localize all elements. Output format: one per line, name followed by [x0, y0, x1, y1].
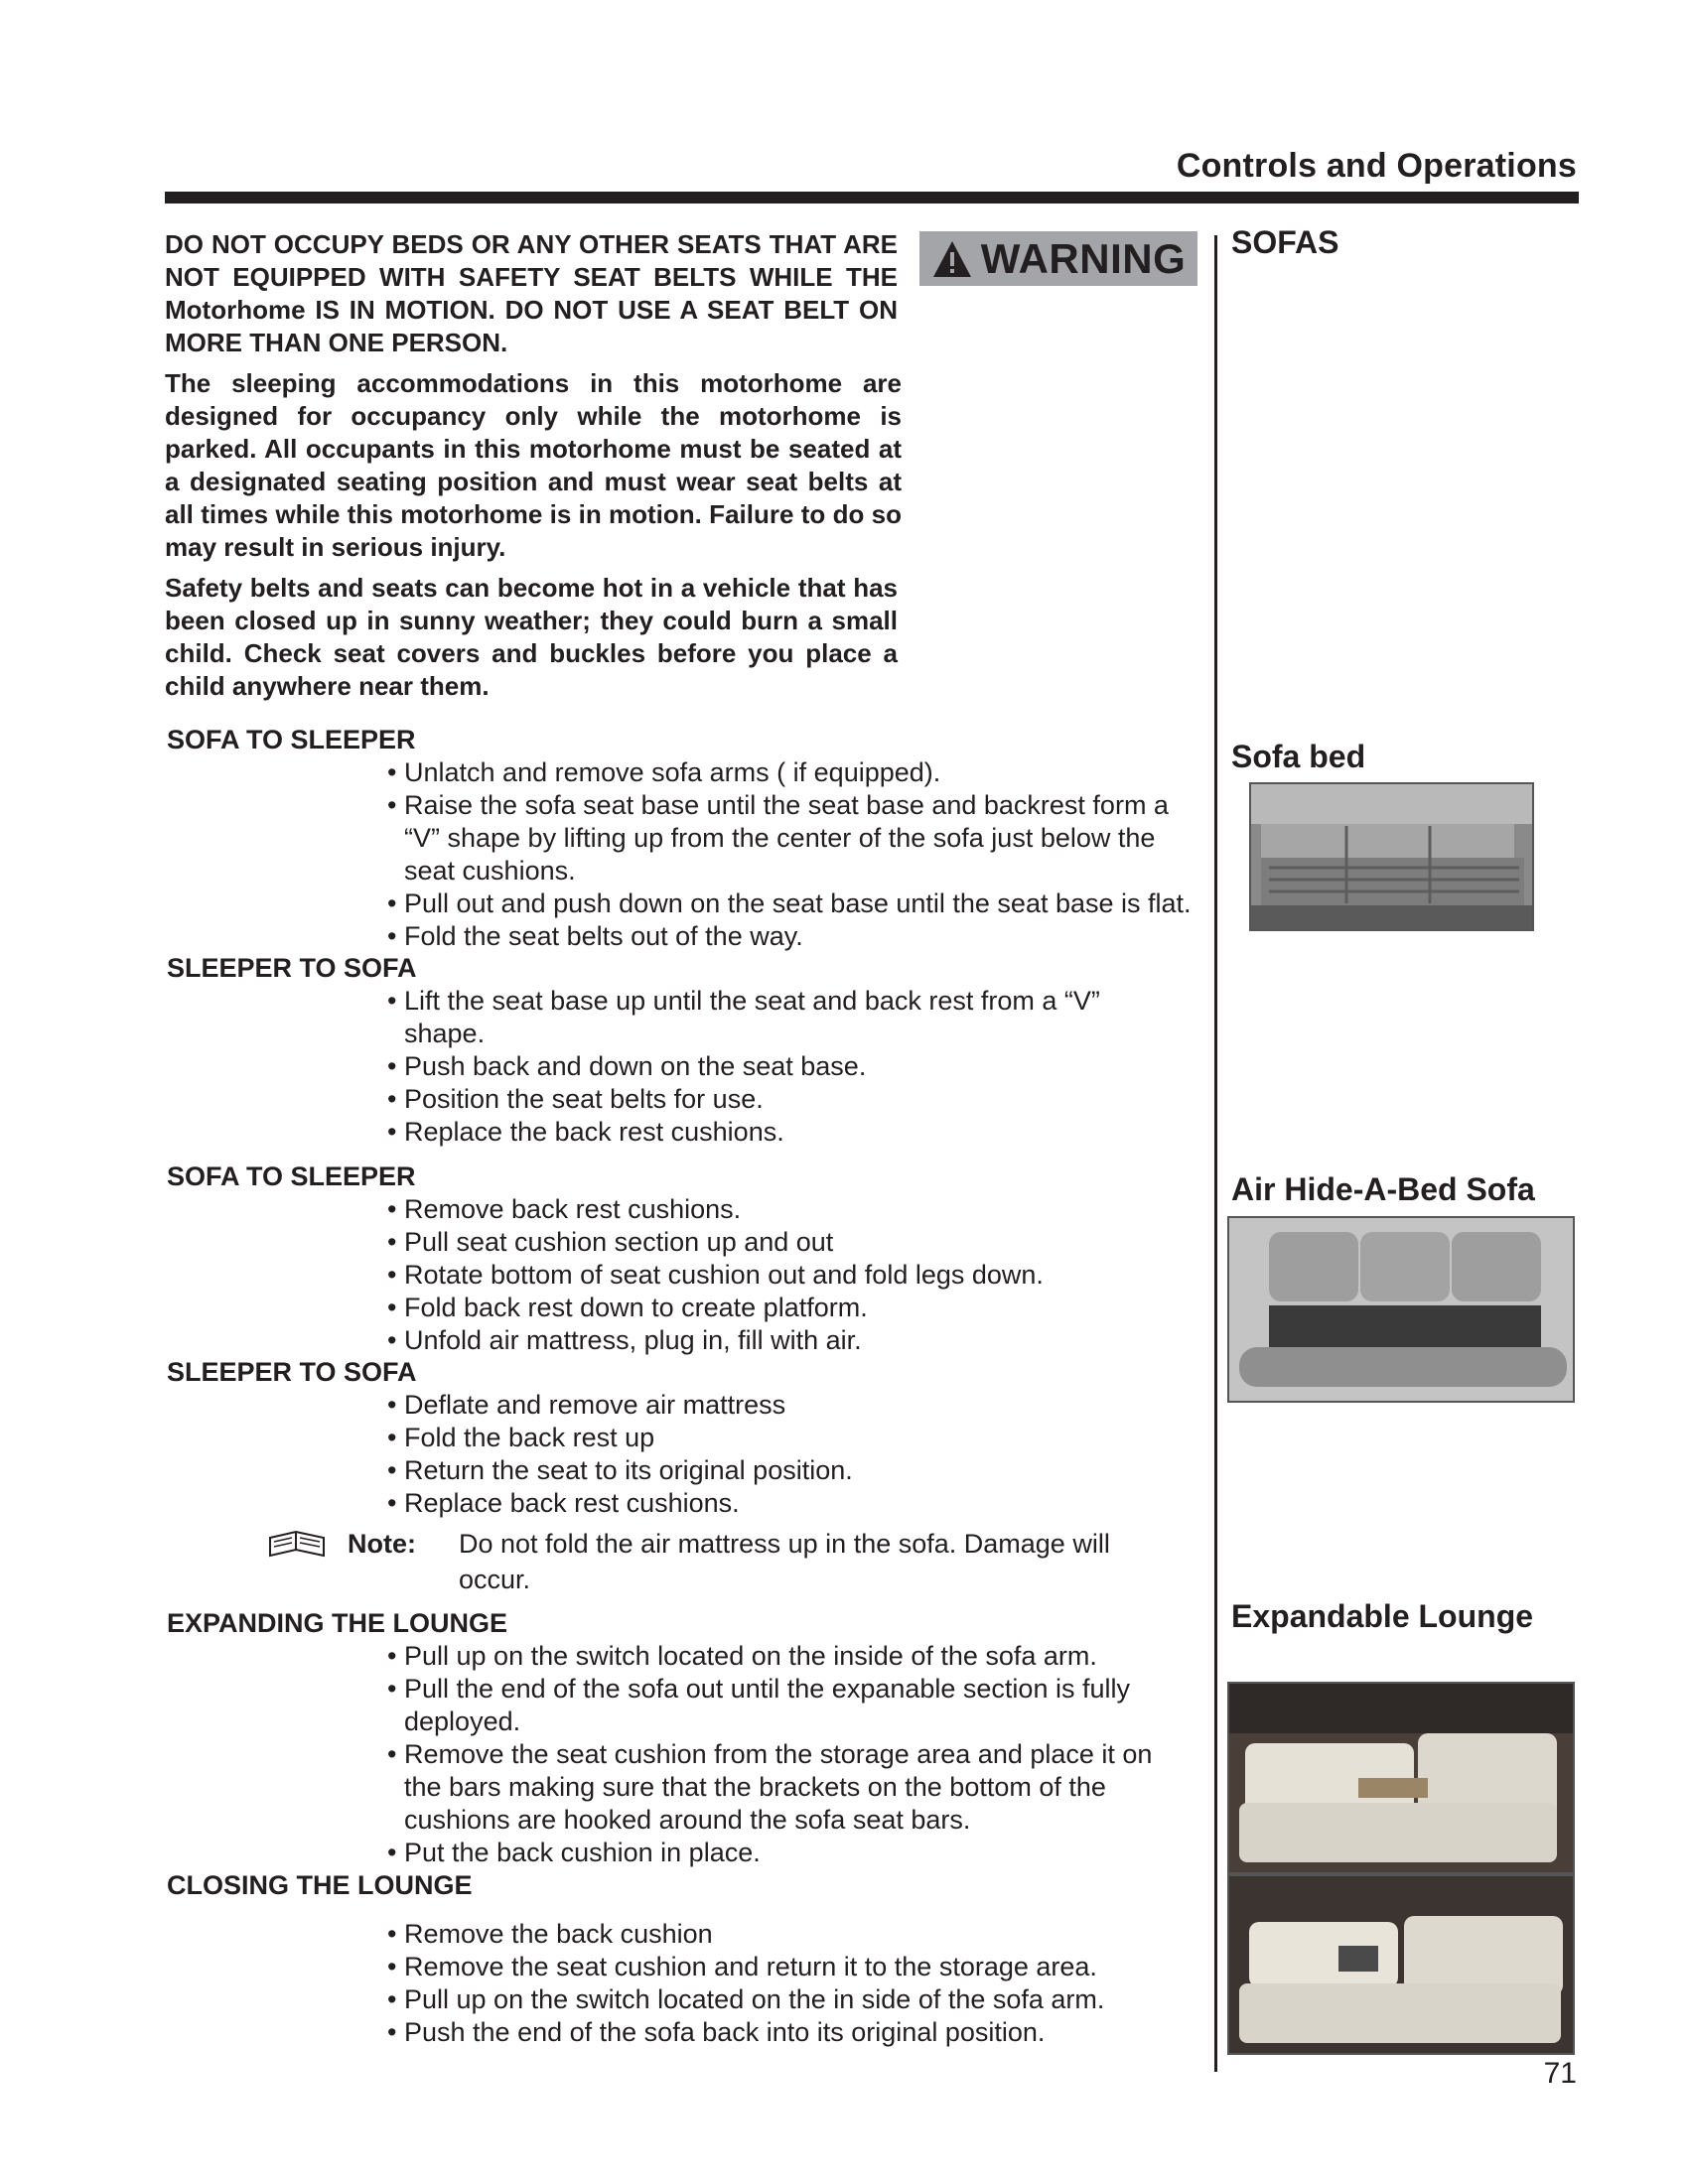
header-rule: [165, 192, 1579, 204]
list-item: • Rotate bottom of seat cushion out and fold legs down.: [387, 1259, 1211, 1292]
warning-paragraph-2: The sleeping accommodations in this motorhome are designed for occupancy only while the motorhome is parked. All occupants in this motorhome must be seated at a designated seating position and must wear seat belts at all times while this motorhome is in motion. Failure to do so may result in serious injury.: [165, 368, 902, 562]
list-item: • Unlatch and remove sofa arms ( if equipped).: [387, 756, 1211, 789]
section-list-sleeper-to-sofa-1: [387, 985, 1142, 1149]
list-item: • Pull seat cushion section up and out: [387, 1226, 1211, 1259]
book-icon: [266, 1526, 328, 1562]
list-item: • Pull the end of the sofa out until the expanable section is fully deployed.: [387, 1673, 1162, 1738]
list-item: • Remove back rest cushions.: [387, 1193, 1211, 1226]
list-item: • Fold the back rest up: [387, 1422, 1211, 1454]
section-title-sofa-to-sleeper-1: SOFA TO SLEEPER: [167, 725, 416, 754]
list-item: • Replace back rest cushions.: [387, 1487, 1211, 1520]
list-item: • Remove the seat cushion from the storage area and place it on the bars making sure that the brackets on the bottom of the cushions are hooked around the sofa seat bars.: [387, 1738, 1162, 1837]
list-item: • Push the end of the sofa back into its original position.: [387, 2016, 1211, 2049]
list-item: • Push back and down on the seat base.: [387, 1050, 1142, 1083]
section-title-closing-the-lounge: CLOSING THE LOUNGE: [167, 1870, 473, 1900]
section-list-expanding-the-lounge: [387, 1640, 1162, 1869]
air-hide-a-bed-heading: Air Hide-A-Bed Sofa: [1231, 1171, 1535, 1207]
page-header-title: Controls and Operations: [1176, 147, 1577, 185]
warning-text-block: [165, 228, 902, 711]
page-number: 71: [1543, 2057, 1577, 2090]
warning-badge: [919, 231, 1197, 286]
sofas-heading: SOFAS: [1231, 224, 1339, 260]
section-title-expanding-the-lounge: EXPANDING THE LOUNGE: [167, 1608, 508, 1638]
list-item: • Pull up on the switch located on the in side of the sofa arm.: [387, 1983, 1211, 2016]
list-item: • Raise the sofa seat base until the seat base and backrest form a “V” shape by lifting up from the center of the sofa just below the seat cushions.: [387, 789, 1198, 887]
section-title-sleeper-to-sofa-2: SLEEPER TO SOFA: [167, 1357, 417, 1387]
sofa-bed-heading: Sofa bed: [1231, 739, 1366, 774]
section-title-sleeper-to-sofa-1: SLEEPER TO SOFA: [167, 953, 417, 983]
list-item: • Deflate and remove air mattress: [387, 1389, 1211, 1422]
expandable-lounge-photo-2: [1227, 1874, 1575, 2055]
note-label: Note:: [348, 1529, 416, 1559]
warning-triangle-icon: [931, 239, 973, 279]
list-item: • Pull up on the switch located on the inside of the sofa arm.: [387, 1640, 1162, 1673]
section-title-sofa-to-sleeper-2: SOFA TO SLEEPER: [167, 1161, 416, 1191]
list-item: • Unfold air mattress, plug in, fill with air.: [387, 1324, 1211, 1357]
list-item: • Remove the seat cushion and return it to the storage area.: [387, 1951, 1211, 1983]
list-item: • Pull out and push down on the seat base until the seat base is flat.: [387, 887, 1211, 920]
note-text: Do not fold the air mattress up in the sofa. Damage will occur.: [459, 1529, 1110, 1594]
list-item: • Return the seat to its original position.: [387, 1454, 1211, 1487]
list-item: • Replace the back rest cushions.: [387, 1116, 1142, 1149]
expandable-lounge-heading: Expandable Lounge: [1231, 1598, 1534, 1634]
warning-label: WARNING: [980, 234, 1187, 282]
list-item: • Position the seat belts for use.: [387, 1083, 1142, 1116]
section-list-closing-the-lounge: [387, 1918, 1211, 2049]
section-list-sofa-to-sleeper-1: [387, 756, 1211, 953]
expandable-lounge-photo-1: [1227, 1682, 1575, 1874]
warning-paragraph-3: Safety belts and seats can become hot in a vehicle that has been closed up in sunny weather; they could burn a small child. Check seat covers and buckles before you place a child anywhere near them.: [165, 573, 898, 701]
list-item: • Remove the back cushion: [387, 1918, 1211, 1951]
column-divider: [1214, 235, 1217, 2072]
list-item: • Fold back rest down to create platform.: [387, 1292, 1211, 1324]
note-block: [266, 1526, 1160, 1597]
warning-paragraph-1: DO NOT OCCUPY BEDS OR ANY OTHER SEATS THAT ARE NOT EQUIPPED WITH SAFETY SEAT BELTS WHILE THE Motorhome IS IN MOTION. DO NOT USE A SEAT BELT ON MORE THAN ONE PERSON.: [165, 229, 898, 357]
section-list-sleeper-to-sofa-2: [387, 1389, 1211, 1520]
section-list-sofa-to-sleeper-2: [387, 1193, 1211, 1357]
list-item: • Fold the seat belts out of the way.: [387, 920, 1211, 953]
sofa-bed-photo: [1249, 782, 1534, 931]
list-item: • Lift the seat base up until the seat and back rest from a “V” shape.: [387, 985, 1142, 1050]
list-item: • Put the back cushion in place.: [387, 1837, 1162, 1869]
air-hide-a-bed-photo: [1227, 1216, 1575, 1403]
